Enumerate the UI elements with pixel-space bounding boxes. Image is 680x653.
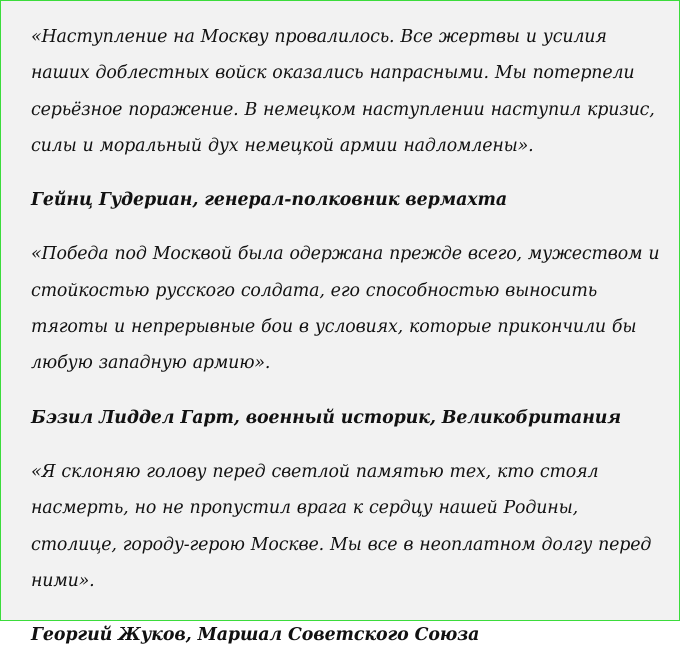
- quote-text-liddell-hart: «Победа под Москвой была одержана прежде всего, мужеством и стойкостью русского солдата, его способностью выносить тяготы и непрерывные бои в условиях, которые прикончили бы любую западную армию».: [31, 244, 660, 374]
- quotes-content: [31, 19, 661, 653]
- quote-author-liddell-hart: Бэзил Лиддел Гарт, военный историк, Великобритания: [31, 407, 622, 428]
- quote-author-guderian: Гейнц Гудериан, генерал-полковник вермахта: [31, 190, 507, 211]
- quote-text-guderian: «Наступление на Москву провалилось. Все жертвы и усилия наших доблестных войск оказались напрасными. Мы потерпели серьёзное поражение. В немецком наступлении наступил кризис, силы и моральный дух немецкой армии надломлены».: [31, 27, 655, 156]
- quote-text-zhukov: «Я склоняю голову перед светлой памятью тех, кто стоял насмерть, но не пропустил врага к сердцу нашей Родины, столице, городу-герою Москве. Мы все в неоплатном долгу перед ними».: [31, 461, 652, 591]
- quote-author-zhukov: Георгий Жуков, Маршал Советского Союза: [31, 625, 480, 646]
